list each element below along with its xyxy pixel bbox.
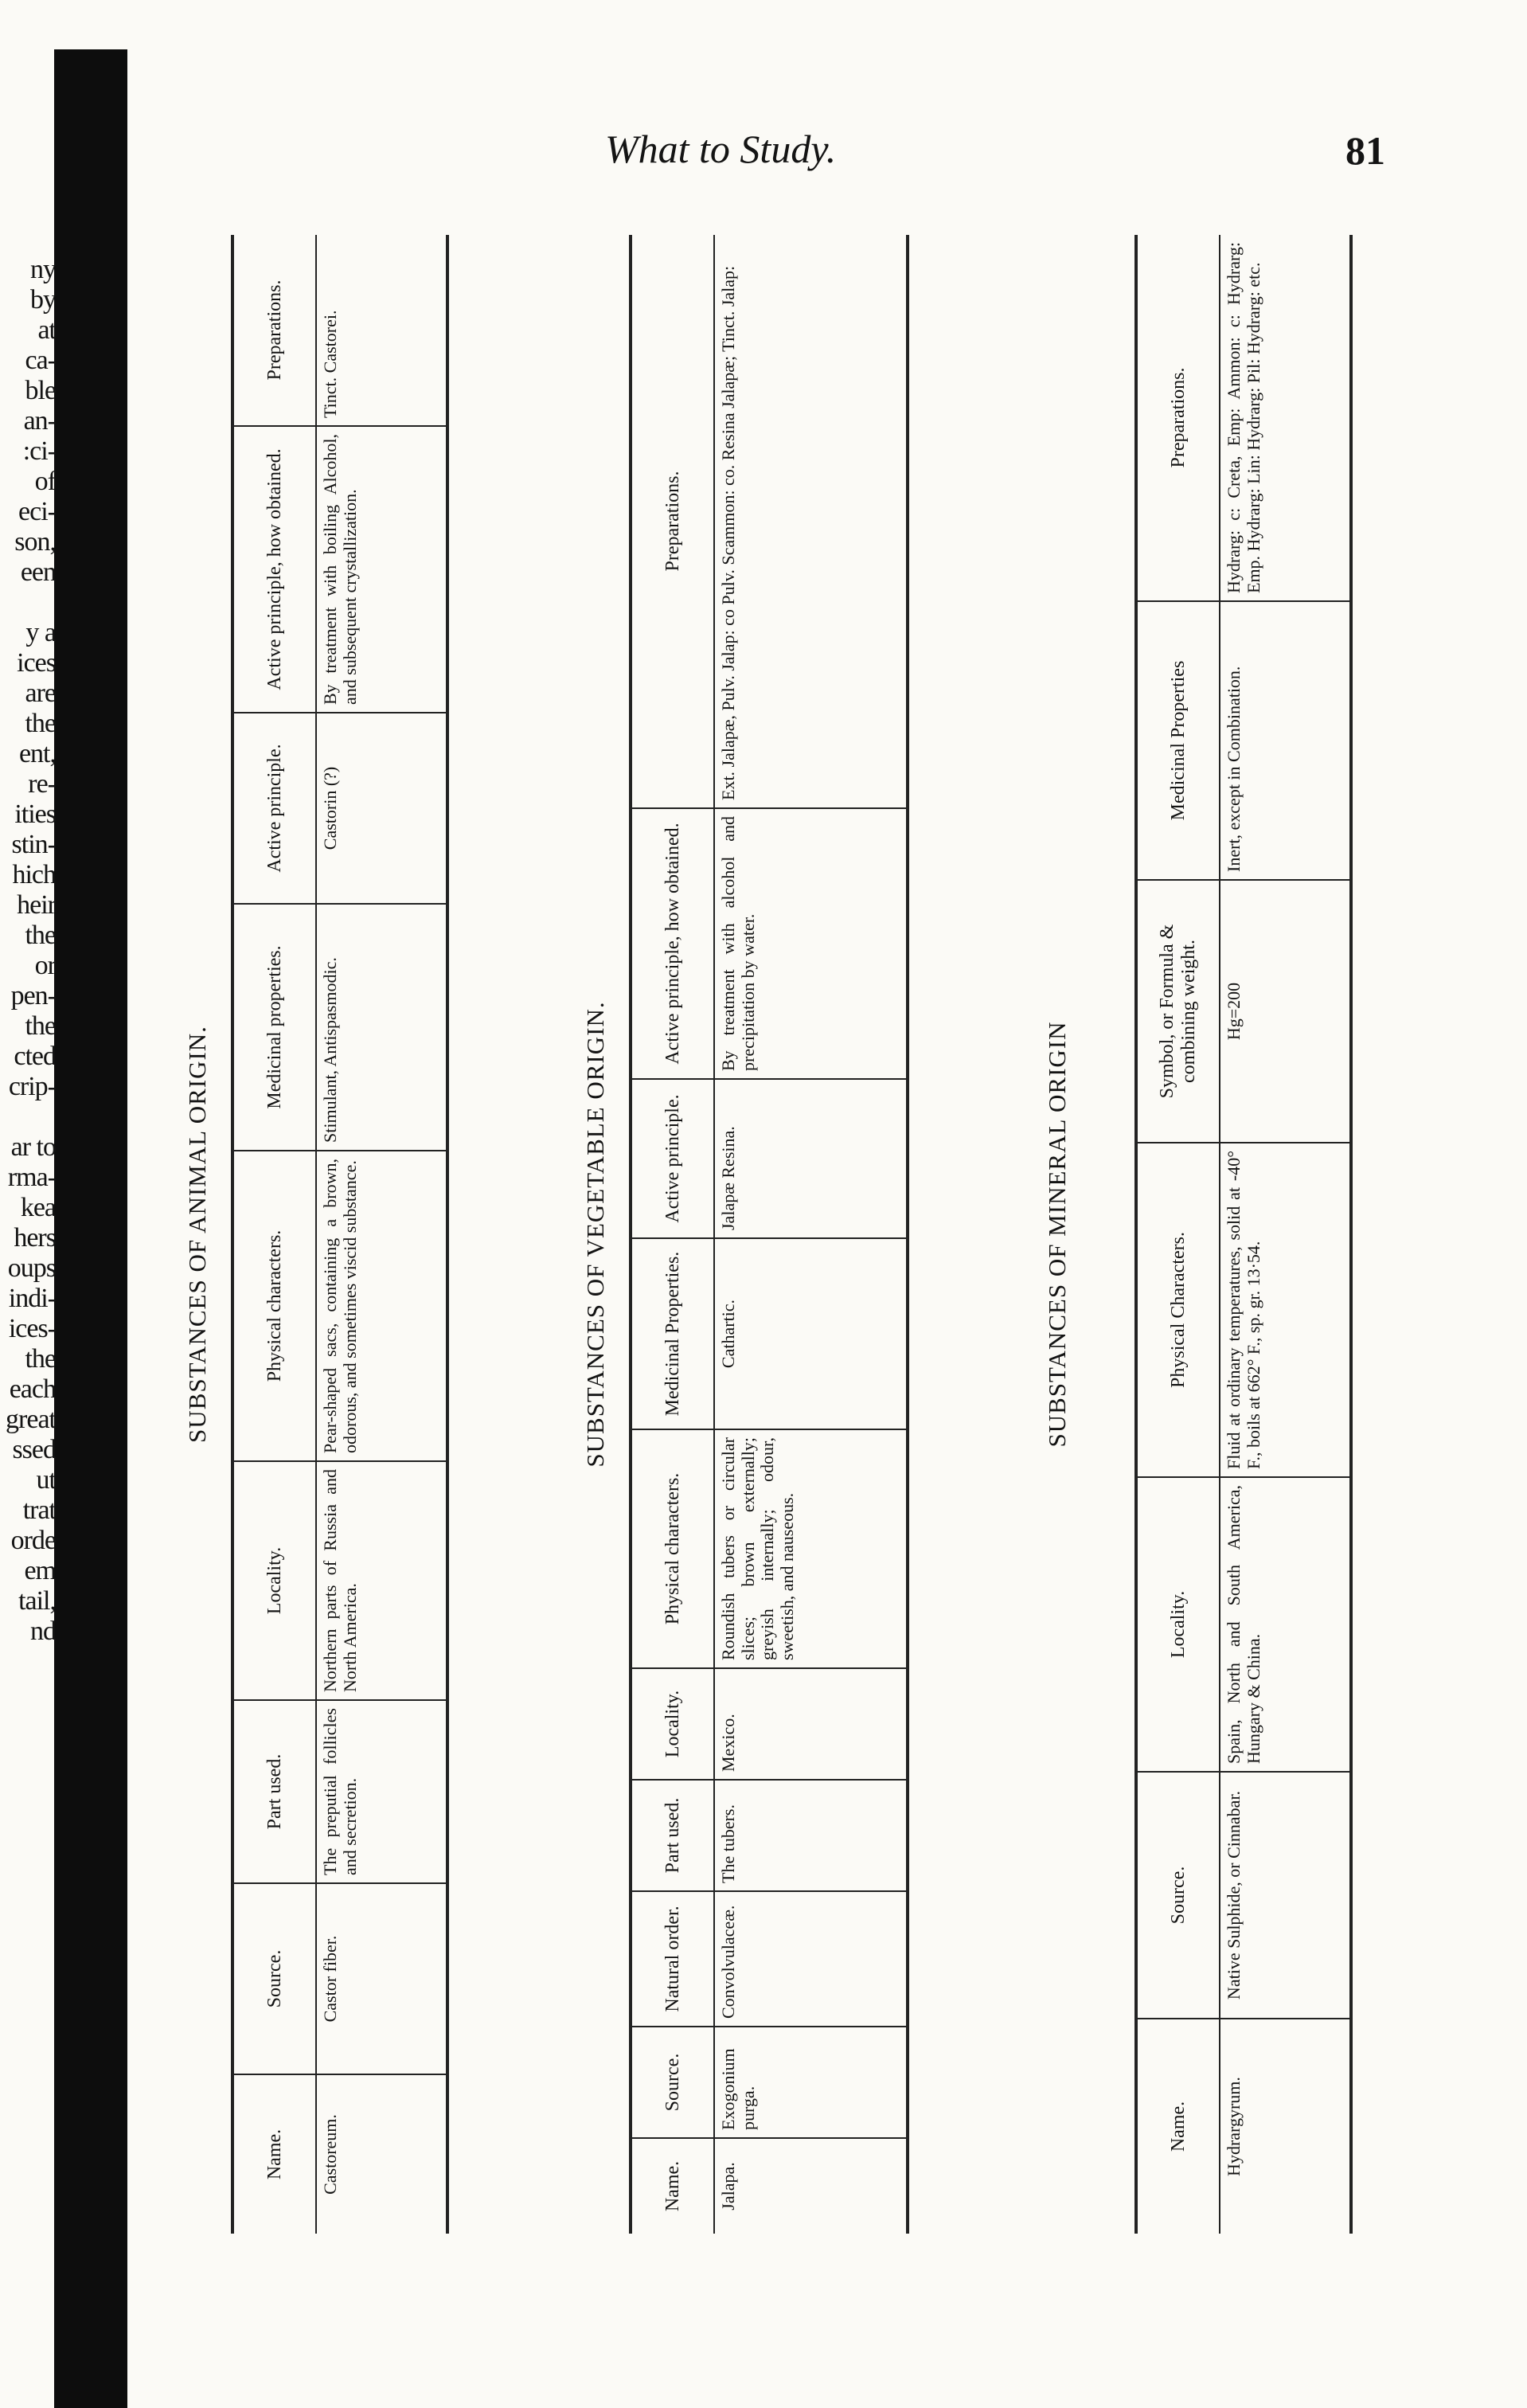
col-header-preparations: Preparations. [232,235,316,426]
gutter-text-line: oups [7,1253,56,1283]
gutter-text-line: of [34,467,56,496]
gutter-text-line: at [37,315,56,345]
gutter-text-line: are [25,678,56,708]
cell-physical-characters: Fluid at ordinary temperatures, solid at -40° F., boils at 662° F., sp. gr. 13·54. [1220,1143,1351,1477]
header-row [232,235,316,2234]
col-header-symbol-formula: Symbol, or Formula & combining weight. [1136,880,1220,1143]
col-header-medicinal-properties: Medicinal Properties. [631,1238,714,1429]
gutter-text-line: ent, [18,739,56,768]
col-header-name: Name. [232,2074,316,2234]
gutter-text-line: the [25,1011,56,1041]
table-row [316,235,447,2234]
table-title: SUBSTANCES OF ANIMAL ORIGIN. [183,1026,211,1443]
gutter-text-line: ices [17,648,56,678]
cell-how-obtained: By treatment with boiling Alcohol, and subsequent crystallization. [316,426,447,713]
cell-locality: Northern parts of Russia and North America. [316,1461,447,1700]
col-header-physical-characters: Physical Characters. [1136,1143,1220,1477]
gutter-text-line: ble [25,376,56,405]
page-number: 81 [1345,128,1385,173]
col-header-preparations: Preparations. [631,235,714,808]
cell-preparations: Tinct. Castorei. [316,235,447,426]
animal-substances-table [231,235,449,2234]
col-header-natural-order: Natural order. [631,1891,714,2027]
col-header-medicinal-properties: Medicinal properties. [232,904,316,1151]
col-header-locality: Locality. [631,1668,714,1780]
gutter-text-line: y a [25,618,56,647]
col-header-how-obtained: Active principle, how obtained. [631,808,714,1079]
col-header-how-obtained: Active principle, how obtained. [232,426,316,713]
gutter-text-line: ca- [25,346,56,375]
col-header-source: Source. [1136,1772,1220,2019]
gutter-text-line: ices- [8,1314,56,1343]
gutter-text-line: ny [30,255,56,284]
cell-preparations: Ext. Jalapæ, Pulv. Jalap: co Pulv. Scammon: co. Resina Jalapæ; Tinct. Jalap: [714,235,908,808]
cell-preparations: Hydrarg: c: Creta, Emp: Ammon: c: Hydrarg: Emp. Hydrarg: Lin: Hydrarg: Pil: Hydrarg: etc. [1220,235,1351,601]
cell-active-principle: Castorin (?) [316,713,447,904]
gutter-text-line: rma- [7,1163,56,1192]
cell-symbol-formula: Hg=200 [1220,880,1351,1143]
gutter-text-line: re- [28,769,56,799]
cell-active-principle: Jalapæ Resina. [714,1079,908,1238]
gutter-text-line: ut [36,1465,56,1495]
col-header-preparations: Preparations. [1136,235,1220,601]
cell-source: Native Sulphide, or Cinnabar. [1220,1772,1351,2019]
gutter-text-line: ar to [10,1132,56,1162]
gutter-text-line: ities [14,799,56,829]
gutter-text-line: orde [10,1526,56,1555]
gutter-text-line [0,588,56,618]
cell-physical-characters: Roundish tubers or circular slices; brown externally; greyish internally; odour, sweetish, and nauseous. [714,1429,908,1668]
table-title: SUBSTANCES OF VEGETABLE ORIGIN. [581,1001,609,1468]
adjacent-page-fragment [0,255,56,1647]
vegetable-origin-section [581,235,995,2234]
gutter-text-line: :ci- [22,436,56,466]
gutter-text-line: son, [14,527,56,557]
cell-source: Exogonium purga. [714,2027,908,2138]
cell-medicinal-properties: Stimulant, Antispasmodic. [316,904,447,1151]
gutter-text-line: heir [17,890,56,920]
gutter-text-line: by [30,285,56,315]
col-header-part-used: Part used. [631,1780,714,1891]
col-header-physical-characters: Physical characters. [631,1429,714,1668]
gutter-text-line: each [9,1374,56,1404]
gutter-text-line: or [34,951,56,980]
gutter-text-line [0,1102,56,1132]
cell-medicinal-properties: Inert, except in Combination. [1220,601,1351,880]
gutter-text-line: cted [14,1042,56,1071]
col-header-physical-characters: Physical characters. [232,1151,316,1461]
col-header-part-used: Part used. [232,1700,316,1883]
gutter-text-line: eci- [18,497,56,526]
col-header-source: Source. [631,2027,714,2138]
mineral-substances-table [1135,235,1353,2234]
cell-locality: Mexico. [714,1668,908,1780]
cell-name: Hydrargyrum. [1220,2019,1351,2234]
table-title: SUBSTANCES OF MINERAL ORIGIN [1043,1021,1071,1448]
col-header-source: Source. [232,1883,316,2074]
gutter-text-line: an- [23,406,56,436]
cell-source: Castor fiber. [316,1883,447,2074]
gutter-text-line: great [6,1405,56,1434]
table-row [714,235,908,2234]
gutter-text-line: crip- [8,1072,56,1101]
col-header-active-principle: Active principle. [631,1079,714,1238]
col-header-locality: Locality. [1136,1477,1220,1772]
vegetable-substances-table [629,235,909,2234]
gutter-text-line: ssed [12,1435,56,1464]
cell-how-obtained: By treatment with alcohol and precipitation by water. [714,808,908,1079]
gutter-text-line: trat [22,1495,56,1525]
gutter-text-line: een [20,557,56,587]
cell-name: Castoreum. [316,2074,447,2234]
cell-part-used: The tubers. [714,1780,908,1891]
gutter-text-line: em [24,1556,56,1585]
col-header-name: Name. [631,2138,714,2234]
col-header-name: Name. [1136,2019,1220,2234]
cell-medicinal-properties: Cathartic. [714,1238,908,1429]
col-header-locality: Locality. [232,1461,316,1700]
animal-origin-section [183,235,510,2234]
cell-name: Jalapa. [714,2138,908,2234]
header-row [631,235,714,2234]
cell-part-used: The preputial follicles and secretion. [316,1700,447,1883]
gutter-text-line: the [25,1344,56,1374]
gutter-text-line: hers [14,1223,56,1253]
gutter-text-line: kea [20,1193,56,1222]
table-row [1220,235,1351,2234]
gutter-text-line: the [25,709,56,738]
gutter-text-line: tail, [18,1586,56,1616]
mineral-origin-section [1043,235,1425,2234]
running-head: What to Study. [605,127,837,171]
cell-natural-order: Convolvulaceæ. [714,1891,908,2027]
gutter-text-line: pen- [10,981,56,1010]
gutter-text-line: nd [30,1616,56,1646]
gutter-text-line: stin- [11,830,56,859]
col-header-active-principle: Active principle. [232,713,316,904]
gutter-text-line: the [25,921,56,950]
header-row [1136,235,1220,2234]
cell-locality: Spain, North and South America, Hungary & China. [1220,1477,1351,1772]
col-header-medicinal-properties: Medicinal Properties [1136,601,1220,880]
gutter-text-line: hich [12,860,56,889]
gutter-text-line: indi- [8,1284,56,1313]
binding-gutter [54,49,127,2408]
cell-physical-characters: Pear-shaped sacs, containing a brown, odorous, and sometimes viscid substance. [316,1151,447,1461]
